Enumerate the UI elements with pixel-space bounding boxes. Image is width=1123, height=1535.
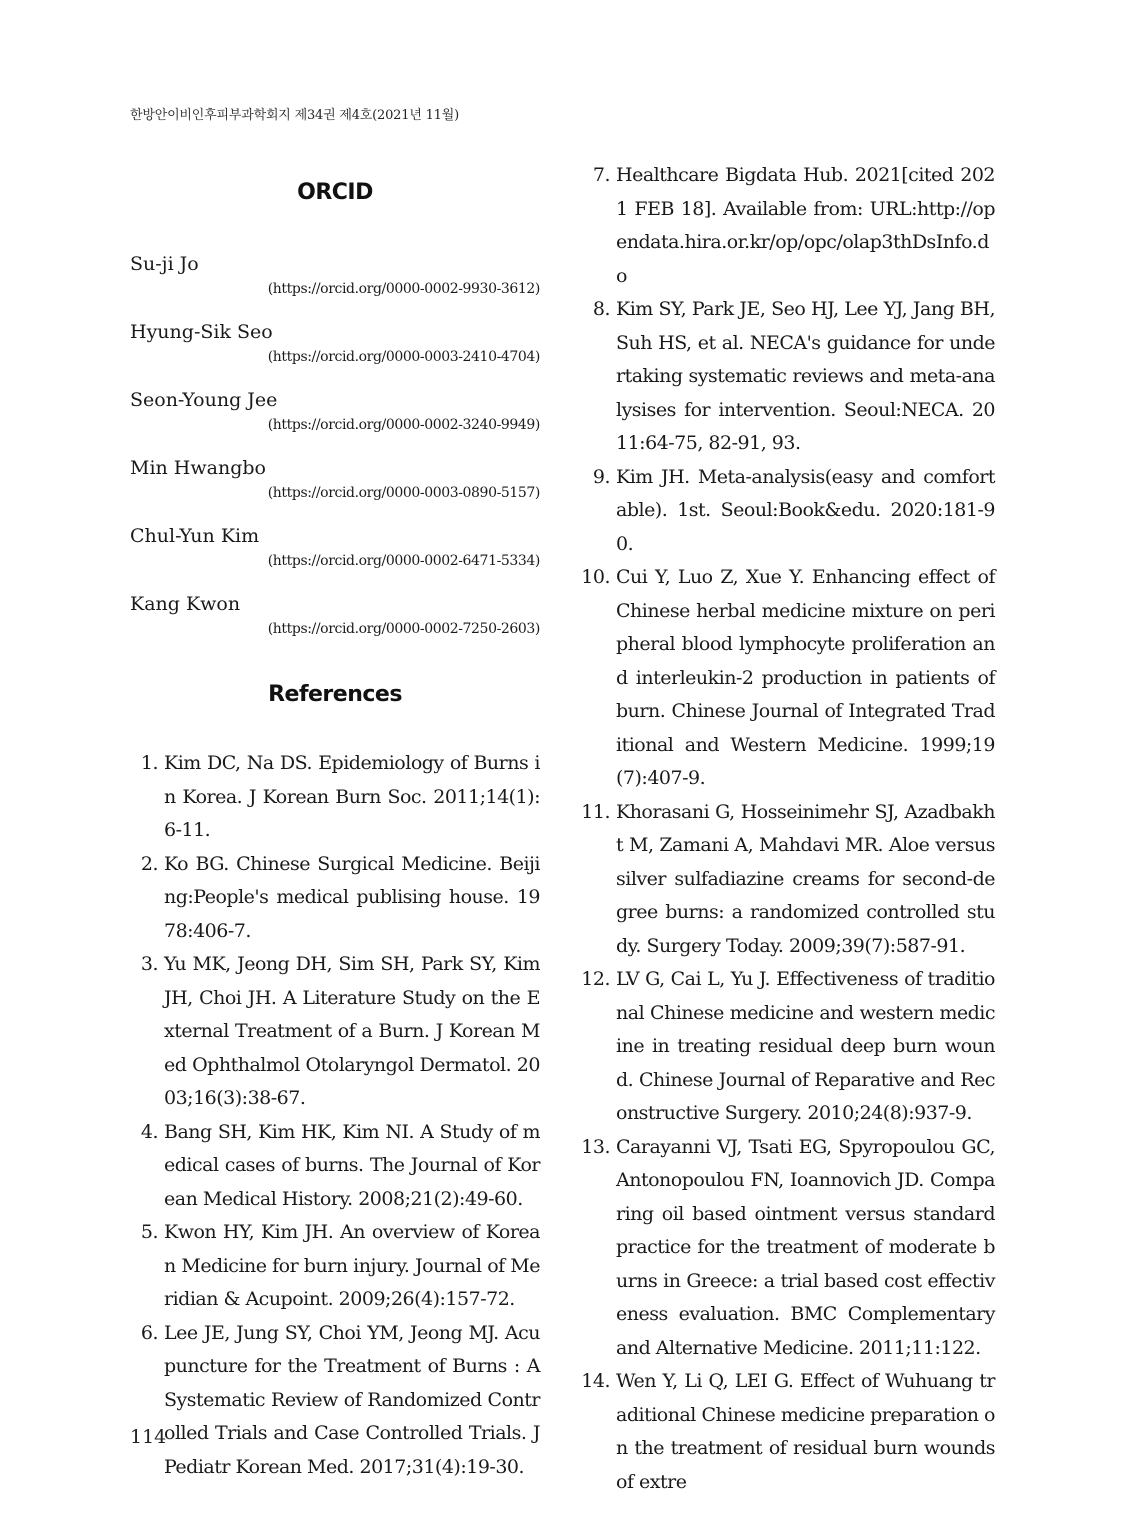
- orcid-list: [130, 252, 540, 660]
- reference-item: [130, 1317, 540, 1485]
- reference-text: Kim JH. Meta-analysis(easy and comfortable). 1st. Seoul:Book&edu. 2020:181-90.: [616, 465, 995, 555]
- orcid-author-name: Min Hwangbo: [130, 457, 266, 479]
- reference-item: [580, 561, 995, 796]
- reference-text: Kim DC, Na DS. Epidemiology of Burns in Korea. J Korean Burn Soc. 2011;14(1):6-11.: [164, 752, 540, 841]
- reference-text: Kim SY, Park JE, Seo HJ, Lee YJ, Jang BH, Suh HS, et al. NECA's guidance for undertaking systematic reviews and meta-analysises for intervention. Seoul:NECA. 2011:64-75, 82-91, 93.: [616, 298, 995, 454]
- reference-number: 4.: [140, 1120, 158, 1143]
- orcid-author-name: Seon-Young Jee: [130, 389, 278, 411]
- reference-item: [580, 963, 995, 1131]
- reference-item: [580, 293, 995, 461]
- orcid-heading: ORCID: [297, 180, 373, 205]
- reference-text: Yu MK, Jeong DH, Sim SH, Park SY, Kim JH, Choi JH. A Literature Study on the External Treatment of a Burn. J Korean Med Ophthalmol Otolaryngol Dermatol. 2003;16(3):38-67.: [164, 953, 540, 1109]
- reference-number: 9.: [592, 465, 610, 488]
- reference-number: 3.: [140, 953, 158, 975]
- reference-list-right: [580, 159, 995, 1499]
- reference-text: Ko BG. Chinese Surgical Medicine. Beijing:People's medical publising house. 1978:406-7.: [164, 852, 540, 942]
- references-heading: References: [268, 682, 402, 707]
- running-header: 한방안이비인후피부과학회지 제34권 제4호(2021년 11월): [130, 108, 459, 123]
- reference-item: [580, 159, 995, 293]
- reference-text: Kwon HY, Kim JH. An overview of Korean Medicine for burn injury. Journal of Meridian & Acupoint. 2009;26(4):157-72.: [164, 1221, 540, 1310]
- reference-item: [580, 1131, 995, 1366]
- orcid-link[interactable]: (https://orcid.org/0000-0003-2410-4704): [267, 349, 540, 365]
- reference-text: Healthcare Bigdata Hub. 2021[cited 2021 FEB 18]. Available from: URL:http://opendata.hira.or.kr/op/opc/olap3thDsInfo.do: [616, 164, 995, 287]
- orcid-author-name: Kang Kwon: [130, 593, 241, 615]
- orcid-entry: [130, 592, 540, 660]
- orcid-author-name: Chul-Yun Kim: [130, 525, 260, 547]
- orcid-link[interactable]: (https://orcid.org/0000-0002-3240-9949): [267, 417, 540, 433]
- orcid-author-name: Su-ji Jo: [130, 253, 199, 275]
- reference-item: [580, 796, 995, 964]
- reference-item: [130, 1116, 540, 1217]
- reference-text: Lee JE, Jung SY, Choi YM, Jeong MJ. Acupuncture for the Treatment of Burns : A Systematic Review of Randomized Controlled Trials and Case Controlled Trials. J Pediatr Korean Med. 2017;31(4):19-30.: [164, 1321, 540, 1478]
- orcid-entry: [130, 388, 540, 456]
- orcid-entry: [130, 320, 540, 388]
- orcid-entry: [130, 456, 540, 524]
- reference-text: Bang SH, Kim HK, Kim NI. A Study of medical cases of burns. The Journal of Korean Medical History. 2008;21(2):49-60.: [164, 1120, 540, 1210]
- reference-text: Wen Y, Li Q, LEI G. Effect of Wuhuang traditional Chinese medicine preparation on the treatment of residual burn wounds of extre: [616, 1370, 995, 1493]
- reference-number: 13.: [581, 1135, 610, 1158]
- orcid-link[interactable]: (https://orcid.org/0000-0002-6471-5334): [267, 553, 540, 569]
- orcid-author-name: Hyung-Sik Seo: [130, 321, 273, 343]
- page-number: 114: [130, 1426, 167, 1448]
- reference-item: [580, 461, 995, 562]
- reference-item: [130, 848, 540, 949]
- reference-number: 14.: [581, 1370, 610, 1392]
- reference-text: LV G, Cai L, Yu J. Effectiveness of traditional Chinese medicine and western medicine in treating residual deep burn wound. Chinese Journal of Reparative and Reconstructive Surgery. 2010;24(8):937-9.: [616, 968, 995, 1124]
- orcid-entry: [130, 524, 540, 592]
- reference-number: 10.: [581, 566, 610, 588]
- orcid-link[interactable]: (https://orcid.org/0000-0002-9930-3612): [267, 281, 540, 297]
- reference-text: Carayanni VJ, Tsati EG, Spyropoulou GC, Antonopoulou FN, Ioannovich JD. Comparing oil based ointment versus standard practice for the treatment of moderate burns in Greece: a trial based cost effectiveness evaluation. BMC Complementary and Alternative Medicine. 2011;11:122.: [616, 1135, 995, 1359]
- reference-number: 5.: [140, 1221, 158, 1243]
- orcid-link[interactable]: (https://orcid.org/0000-0002-7250-2603): [267, 621, 540, 637]
- reference-item: [130, 747, 540, 848]
- reference-item: [130, 1216, 540, 1317]
- reference-number: 11.: [581, 800, 610, 823]
- orcid-link[interactable]: (https://orcid.org/0000-0003-0890-5157): [267, 485, 540, 501]
- reference-list-left: [130, 747, 540, 1484]
- reference-number: 6.: [140, 1321, 158, 1344]
- reference-number: 8.: [592, 298, 610, 320]
- reference-text: Khorasani G, Hosseinimehr SJ, Azadbakht M, Zamani A, Mahdavi MR. Aloe versus silver sulfadiazine creams for second-degree burns: a randomized controlled study. Surgery Today. 2009;39(7):587-91.: [616, 800, 995, 957]
- reference-item: [130, 948, 540, 1116]
- reference-number: 12.: [581, 968, 610, 990]
- reference-number: 1.: [140, 752, 158, 774]
- reference-number: 2.: [140, 852, 158, 875]
- reference-number: 7.: [592, 164, 610, 186]
- reference-text: Cui Y, Luo Z, Xue Y. Enhancing effect of Chinese herbal medicine mixture on peripheral blood lymphocyte proliferation and interleukin-2 production in patients of burn. Chinese Journal of Integrated Traditional and Western Medicine. 1999;19(7):407-9.: [616, 566, 995, 789]
- orcid-entry: [130, 252, 540, 320]
- reference-item: [580, 1365, 995, 1499]
